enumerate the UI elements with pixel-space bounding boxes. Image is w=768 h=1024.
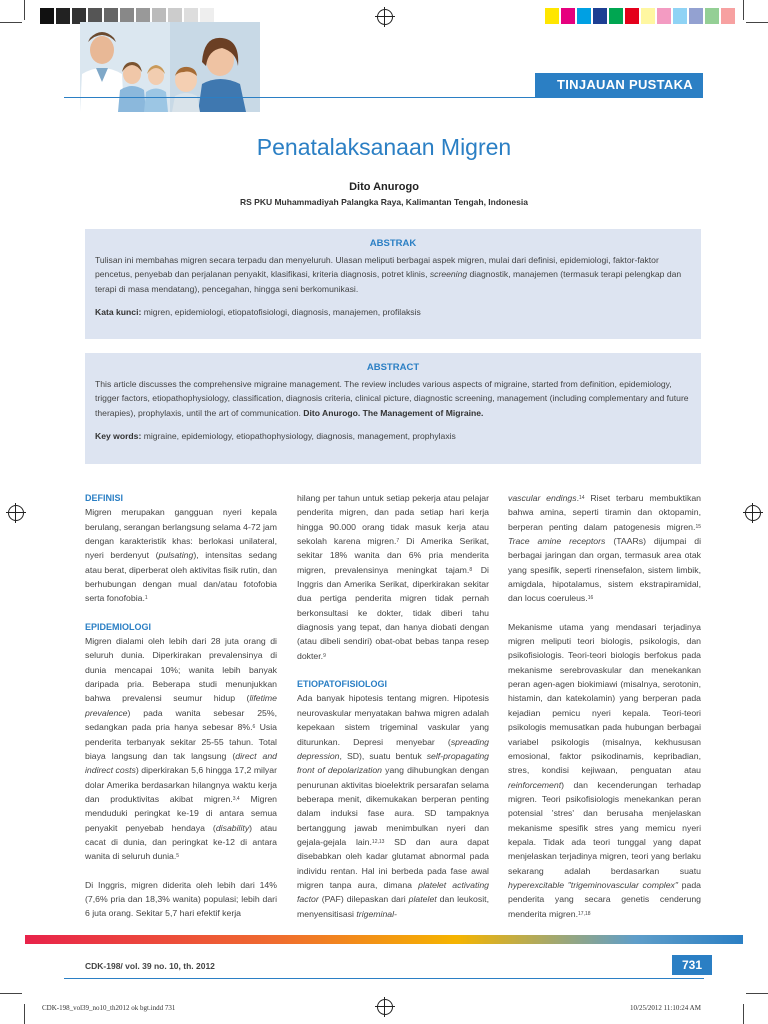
- print-slug-date: 10/25/2012 11:10:24 AM: [630, 1004, 701, 1012]
- crop-mark: [743, 1004, 744, 1024]
- registration-mark-top-icon: [377, 9, 393, 25]
- registration-mark-right-icon: [745, 505, 761, 521]
- author-affiliation: RS PKU Muhammadiyah Palangka Raya, Kalimantan Tengah, Indonesia: [240, 197, 528, 207]
- paragraph-mekanisme: [508, 620, 701, 921]
- heading-epidemiologi: EPIDEMIOLOGI: [85, 621, 152, 632]
- paragraph-inggris: Di Inggris, migren diderita oleh lebih dari 14% (7,6% pria dan 18,3% wanita) populasi; lebih dari 6 juta orang. Sekitar 5,7 hari efektif kerja: [85, 879, 277, 919]
- body-column-3: [508, 491, 701, 921]
- text-run: ) diperkirakan 5,6 hingga 17,2 milyar dolar Amerika berdasarkan hilangnya waktu kerja dan produktivitas akibat migren.: [85, 765, 277, 804]
- text-emphasis: reinforcement: [508, 779, 562, 790]
- citation-ref: 17,18: [578, 910, 591, 917]
- text-emphasis: platelet: [408, 894, 437, 905]
- text-run: ) dan kecenderungan terhadap migren. Teori psikofisiologis menekankan peran potensial 'stres' dan berusaha menjelaskan mekanisme spesifik stres yang memicu nyeri kepala. Tidak ada teori tunggal yang dapat menjelaskan terjadinya migren, teori yang berlaku sekarang adalah berdasarkan suatu: [508, 779, 701, 876]
- text-run: .: [576, 493, 580, 503]
- citation-ref: 16: [587, 595, 594, 602]
- text-emphasis: vascular endings: [508, 493, 577, 503]
- text-run: (PAF) dilepaskan dari: [318, 894, 409, 905]
- paragraph-continued: [297, 491, 489, 663]
- abstrak-text-part: diagnostik, manajemen (termasuk terapi pelengkap dan terapi di masa mendatang), pencegahan, hingga seni berkomunikasi.: [95, 269, 682, 294]
- author-name: Dito Anurogo: [349, 181, 419, 193]
- header-photo: [80, 22, 260, 112]
- text-run: ), intensitas sedang atau berat, diperberat oleh aktivitas fisik rutin, dan berhubungan dengan mual dan/atau fotofobia serta fonofobia.: [85, 550, 277, 604]
- heading-definisi: DEFINISI: [85, 493, 124, 503]
- abstract-heading: ABSTRACT: [366, 362, 420, 373]
- abstract-text-part: This article discusses the comprehensive migraine management. The review includes various aspects of migraine, started from definition, epidemiology, trigger factors, etiopathophysiology, classification, diagnosis criteria, clinical picture, diagnostic screening, management (including complementary and future therapies), prophylaxis, until the art of communication.: [95, 378, 689, 418]
- text-emphasis: self-propagating front of depolarization: [297, 750, 489, 776]
- text-run: pada penderita yang secara genetis cenderung menderita migren.: [508, 879, 701, 919]
- text-run: Riset terbaru membuktikan bahwa amina, seperti tiramin dan oktopamin, berperan penting dalam patogenesis migren.: [508, 493, 701, 532]
- crop-mark: [743, 0, 744, 20]
- text-emphasis: spreading depression: [297, 736, 489, 761]
- crop-mark: [24, 1004, 25, 1024]
- paragraph-definisi: [85, 505, 277, 605]
- text-emphasis: direct and indirect costs: [85, 750, 278, 776]
- abstrak-box: [85, 229, 701, 339]
- text-run: Migren dialami oleh lebih dari 28 juta orang di seluruh dunia. Diperkirakan prevalensinya di dunia mencapai 10%; wanita lebih banyak daripada pria. Beberapa studi menunjukkan bahwa prevalensi seumur hidup (: [85, 636, 277, 704]
- print-slug-file: CDK-198_vol39_no10_th2012 ok bgt.indd 731: [42, 1004, 176, 1012]
- footer-gradient-bar: [25, 935, 743, 944]
- header-rule: [64, 97, 703, 98]
- text-run: Ada banyak hipotesis tentang migren. Hipotesis neurovaskular menyatakan bahwa migren adalah kepekaan sistem trigeminal vaskular yang diturunkan. Depresi menyebar (: [297, 693, 489, 747]
- crop-mark: [746, 22, 768, 23]
- journal-reference: CDK-198/ vol. 39 no. 10, th. 2012: [85, 961, 215, 971]
- text-emphasis: Trace amine receptors: [508, 536, 606, 547]
- text-run: , SD), suatu bentuk: [339, 750, 427, 761]
- text-emphasis: platelet activating factor: [297, 879, 489, 905]
- abstract-text: [95, 377, 691, 421]
- text-emphasis: disability: [215, 822, 250, 833]
- kata-kunci: [95, 305, 691, 320]
- citation-ref: 3,4: [232, 795, 240, 802]
- citation-ref: 7: [396, 538, 400, 545]
- abstrak-heading: ABSTRAK: [369, 238, 417, 249]
- body-column-2: [297, 491, 489, 921]
- text-run: Migren menduduki peringkat ke-19 di antara semua penyakit penyebab hendaya (: [85, 793, 278, 833]
- citation-ref: 12,13: [371, 838, 385, 845]
- citation-ref: 14: [579, 495, 585, 501]
- text-run: ) atau cacat di dunia, dan peringkat ke-12 di antara wanita di seluruh dunia.: [85, 822, 278, 862]
- kata-kunci-text: migren, epidemiologi, etiopatofisiologi, diagnosis, manajemen, profilaksis: [141, 307, 421, 317]
- abstract-citation: Dito Anurogo. The Management of Migraine.: [303, 407, 484, 418]
- crop-mark: [0, 22, 22, 23]
- heading-etiopatofisiologi: ETIOPATOFISIOLOGI: [297, 679, 388, 690]
- key-words-text: migraine, epidemiology, etiopathophysiology, diagnosis, management, prophylaxis: [141, 431, 456, 441]
- crop-mark: [0, 993, 22, 994]
- text-run: dan leukosit, menyensitisasi: [297, 894, 489, 919]
- kata-kunci-label: Kata kunci:: [95, 307, 142, 317]
- text-run: SD dan aura dapat disebabkan oleh kadar glutamat abnormal pada individu rentan. Hal ini berbeda pada fase awal migren tanpa aura, dimana: [297, 836, 489, 890]
- crop-mark: [746, 993, 768, 994]
- text-run: hilang per tahun untuk setiap pekerja atau pelajar penderita migren, dan pada setiap hari kerja hingga 90.000 orang tidak masuk kerja atau sekolah karena migren.: [297, 493, 489, 547]
- text-run: Mekanisme utama yang mendasari terjadinya migren meliputi teori biologis, psikologis, dan psikofisiologis. Teori-teori biologis berfokus pada mekanisme serebrovaskular dan menekankan peran agen-agen biokimiawi (misalnya, serotonin, histamin, dan katekolamin) yang berperan pada kejadian pemicu nyeri kepala. Teori-teori psikologis memusatkan pada hubungan berbagai variabel psikologis (misalnya, kekhususan emosional, faktor psikodinamis, kepribadian, stres, kondisi kejiwaan, penguatan atau: [508, 621, 701, 776]
- key-words: [95, 429, 691, 444]
- crop-mark: [24, 0, 25, 20]
- paragraph-etiopatofisiologi: [297, 691, 489, 921]
- page-number: 731: [672, 955, 712, 975]
- text-emphasis: trigeminal-: [356, 908, 397, 919]
- text-run: Usia penderita terbanyak sekitar 25-55 tahun. Total biaya langsung dan tak langsung (: [85, 722, 278, 761]
- text-run: Migren merupakan gangguan nyeri kepala berulang, serangan berlangsung selama 4-72 jam dengan karakteristik khas: berlokasi unilateral, nyeri berdenyut (: [85, 507, 277, 561]
- abstrak-text: [95, 253, 691, 297]
- text-emphasis: hyperexcitable "trigeminovascular complex": [508, 879, 678, 890]
- citation-ref: 9: [323, 652, 326, 659]
- text-emphasis: lifetime prevalence: [85, 693, 277, 718]
- abstrak-text-emphasis: screening: [429, 269, 468, 279]
- text-run: ) pada wanita sebesar 25%, sedangkan pada pria hanya sebesar 8%.: [85, 707, 277, 733]
- section-label: TINJAUAN PUSTAKA: [535, 73, 703, 97]
- registration-mark-bottom-icon: [377, 999, 393, 1015]
- text-run: yang dihubungkan dengan penurunan aktivitas bioelektrik persarafan selama beberapa menit, dikemukakan berperan penting dalam induksi fase aura. SD tampaknya bertanggung jawab menimbulkan nyeri dan gejala-gejala lain.: [297, 765, 489, 847]
- text-run: Di Inggris dan Amerika Serikat, diperkirakan sekitar dua pertiga penderita migren tidak pernah berkonsultasi ke dokter, tidak diberi tahu diagnosis yang tepat, dan hanya diobati dengan (atau dibeli sendiri) obat-obat bebas tanpa resep dokter.: [297, 564, 489, 661]
- abstract-box: [85, 353, 701, 464]
- citation-ref: 1: [144, 595, 148, 602]
- footer-rule: [64, 978, 704, 979]
- citation-ref: 15: [695, 523, 701, 530]
- key-words-label: Key words:: [95, 431, 142, 441]
- text-run: Di Amerika Serikat, sekitar 18% wanita dan 6% pria menderita migren, prevalensinya meningkat tajam.: [297, 536, 489, 575]
- citation-ref: 6: [252, 724, 256, 731]
- paragraph-epidemiologi: [85, 634, 277, 864]
- paragraph-amina: [508, 491, 701, 606]
- text-run: (TAARs) dijumpai di berbagai jaringan dan organ, termasuk area otak yang spesifik, seperti rinensefalon, sistem limbik, amigdala, hipotalamus, sistem ekstrapiramidal, dan locus coeruleus.: [508, 536, 702, 604]
- text-emphasis: pulsating: [158, 550, 194, 561]
- registration-mark-left-icon: [8, 505, 24, 521]
- abstrak-text-part: Tulisan ini membahas migren secara terpadu dan menyeluruh. Ulasan meliputi berbagai aspek migren, mulai dari definisi, epidemiologi, faktor-faktor pencetus, penyebab dan perjalanan penyakit, klasifikasi, kriteria diagnosis, potret klinis,: [95, 254, 659, 279]
- citation-ref: 8: [469, 566, 473, 573]
- article-title: Penatalaksanaan Migren: [256, 134, 512, 160]
- citation-ref: 5: [176, 853, 180, 860]
- body-column-1: [85, 491, 277, 921]
